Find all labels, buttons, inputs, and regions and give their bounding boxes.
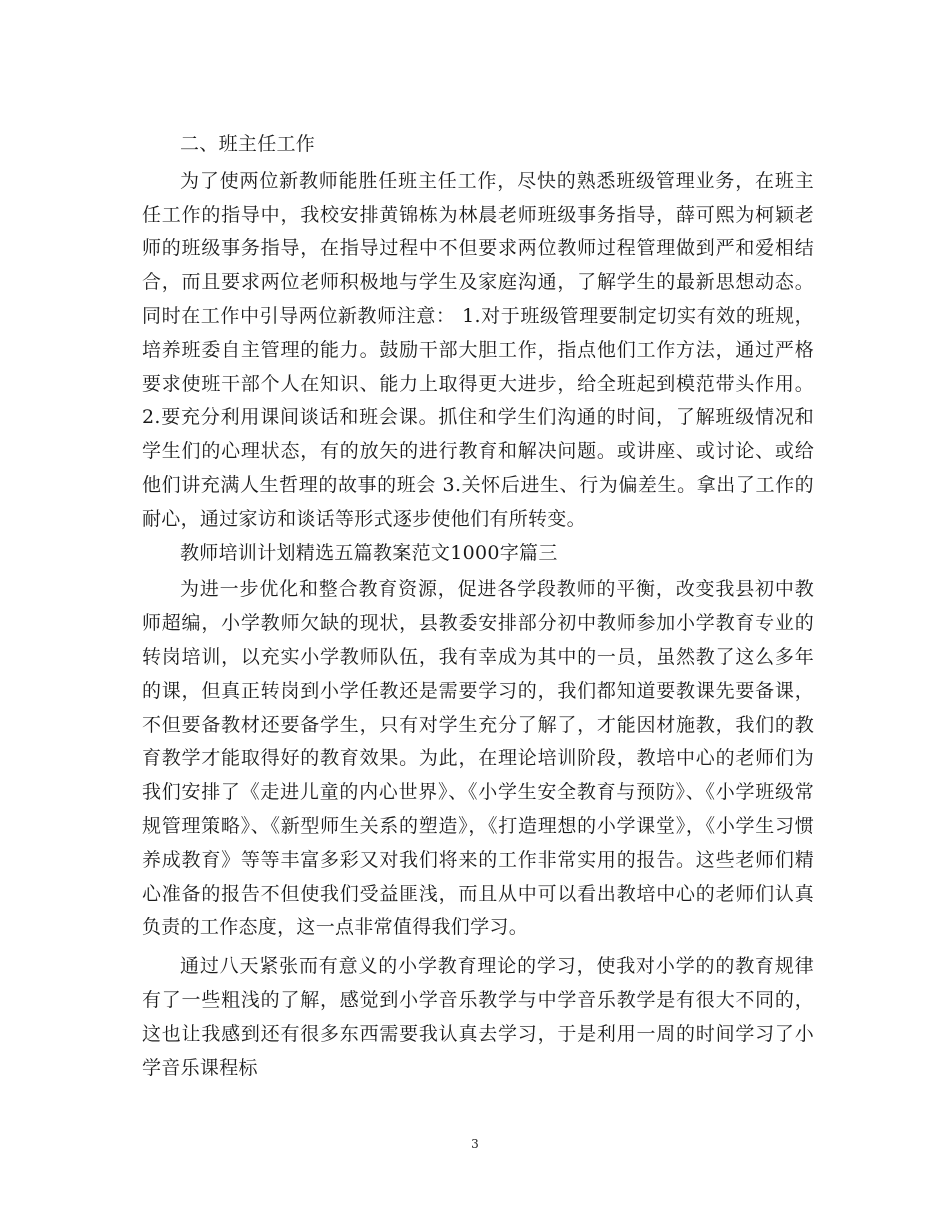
paragraph-class-teacher-guidance: 为了使两位新教师能胜任班主任工作，尽快的熟悉班级管理业务，在班主任工作的指导中，我校安排黄锦栋为林晨老师班级事务指导，薛可熙为柯颖老师的班级事务指导，在指导过程中不但要求两位教师过程管理做到严和爱相结合，而且要求两位老师积极地与学生及家庭沟通，了解学生的最新思想动态。同时在工作中引导两位新教师注意： 1.对于班级管理要制定切实有效的班规，培养班委自主管理的能力。鼓励干部大胆工作，指点他们工作方法，通过严格要求使班干部个人在知识、能力上取得更大进步，给全班起到模范带头作用。 2.要充分利用课间谈话和班会课。抓住和学生们沟通的时间，了解班级情况和学生们的心理状态，有的放矢的进行教育和解决问题。或讲座、或讨论、或给他们讲充满人生哲理的故事的班会 3.关怀后进生、行为偏差生。拿出了工作的耐心，通过家访和谈话等形式逐步使他们有所转变。 — [142, 169, 814, 530]
paragraph-music-teaching-study: 通过八天紧张而有意义的小学教育理论的学习，使我对小学的的教育规律有了一些粗浅的了解，感觉到小学音乐教学与中学音乐教学是有很大不同的，这也让我感到还有很多东西需要我认真去学习，于是利用一周的时间学习了小学音乐课程标 — [142, 955, 814, 1079]
article-title-part-three: 教师培训计划精选五篇教案范文1000字篇三 — [180, 541, 558, 564]
document-body — [142, 128, 814, 1085]
paragraph-transfer-training: 为进一步优化和整合教育资源，促进各学段教师的平衡，改变我县初中教师超编，小学教师欠缺的现状，县教委安排部分初中教师参加小学教育专业的转岗培训，以充实小学教师队伍，我有幸成为其中的一员，虽然教了这么多年的课，但真正转岗到小学任教还是需要学习的，我们都知道要教课先要备课，不但要备教材还要备学生，只有对学生充分了解了，才能因材施教，我们的教育教学才能取得好的教育效果。为此，在理论培训阶段，教培中心的老师们为我们安排了《走进儿童的内心世界》、《小学生安全教育与预防》、《小学班级常规管理策略》、《新型师生关系的塑造》，《打造理想的小学课堂》，《小学生习惯养成教育》等等丰富多彩又对我们将来的工作非常实用的报告。这些老师们精心准备的报告不但使我们受益匪浅，而且从中可以看出教培中心的老师们认真负责的工作态度，这一点非常值得我们学习。 — [142, 578, 814, 939]
page-number: 3 — [471, 1137, 479, 1151]
section-heading-class-teacher-work: 二、班主任工作 — [180, 133, 316, 155]
